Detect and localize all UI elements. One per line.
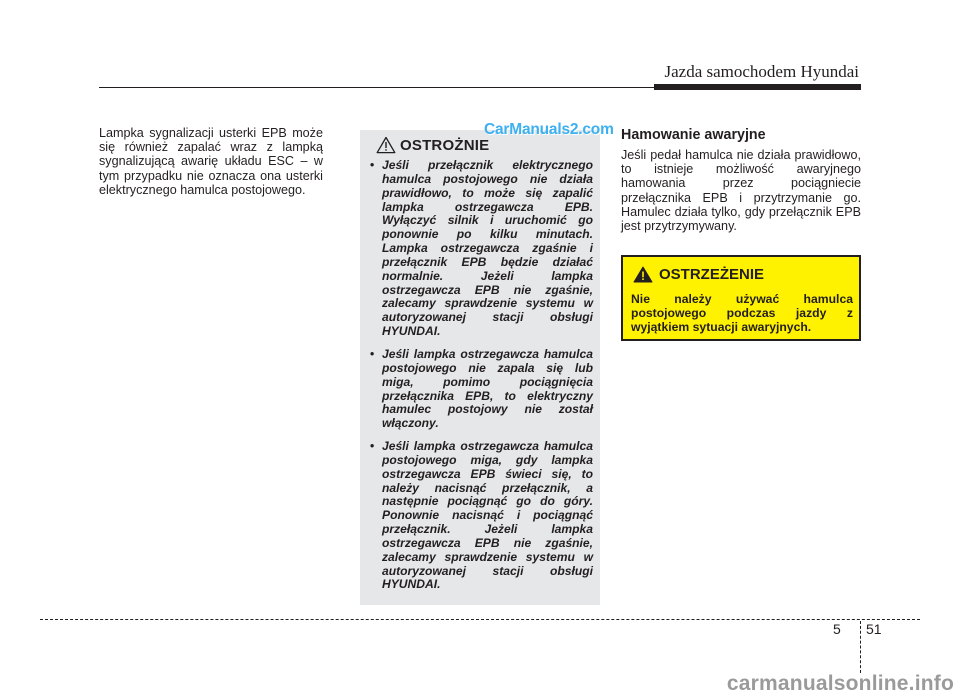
caution-box [360, 130, 600, 605]
chapter-number: 5 [833, 621, 841, 637]
carmanuals-watermark: CarManuals2.com [484, 121, 614, 138]
emergency-braking-section [621, 127, 861, 233]
section-paragraph: Jeśli pedał hamulca nie działa prawidłowo, to istnieje możliwość awaryjnego hamowania przez pociągniecie przełącznika EPB i przytrzymanie go. Hamulec działa tylko, gdy przełącznik EPB jest przytrzymywany. [621, 148, 861, 234]
epb-note-paragraph: Lampka sygnalizacji usterki EPB może się również zapalać wraz z lampką sygnalizującą awarię układu ESC – w tym przypadku nie oznacza ona usterki elektrycznego hamulca postojowego. [99, 126, 323, 197]
page-number: 51 [866, 621, 882, 637]
caution-title: OSTROŻNIE [400, 136, 490, 154]
bullet: • [370, 346, 375, 361]
caution-item-text: Jeśli lampka ostrzegawcza hamulca postojowego nie zapala się lub miga, pomimo pociągnięcia przełącznika EPB, to elektryczny hamulec postojowy nie został włączony. [382, 346, 593, 431]
caution-item [368, 440, 593, 592]
warning-box [621, 255, 861, 341]
caution-item [368, 159, 593, 339]
bullet: • [370, 158, 375, 172]
warning-header [633, 266, 764, 283]
warning-triangle-filled-icon [633, 266, 653, 283]
page-header-title: Jazda samochodem Hyundai [664, 62, 859, 81]
bullet: • [370, 439, 375, 454]
caution-item-text: Jeśli przełącznik elektrycznego hamulca postojowego nie działa prawidłowo, to może się zapalić lampka ostrzegawcza EPB. Wyłączyć silnik i uruchomić go ponownie po kilku minutach. Lampka ostrzegawcza zgaśnie i przełącznik EPB będzie działać normalnie. Jeżeli lampka ostrzegawcza EPB nie zgaśnie, zalecamy sprawdzenie systemu w autoryzowanej stacji obsługi HYUNDAI. [382, 158, 593, 339]
section-heading: Hamowanie awaryjne [621, 127, 766, 143]
caution-header [376, 136, 489, 154]
caution-list [368, 159, 593, 601]
warning-text: Nie należy używać hamulca postojowego podczas jazdy z wyjątkiem sytuacji awaryjnych. [631, 292, 853, 335]
footer-divider [40, 619, 920, 620]
header-rule-accent [654, 84, 861, 90]
warning-triangle-outline-icon [376, 136, 396, 154]
page-number-separator [860, 621, 861, 673]
header-rule [99, 87, 654, 88]
caution-item-text: Jeśli lampka ostrzegawcza hamulca postojowego miga, gdy lampka ostrzegawcza EPB świeci się, to należy nacisnąć przełącznik, a następnie pociągnąć go do góry. Ponownie nacisnąć i pociągnąć przełącznik. Jeżeli lampka ostrzegawcza EPB nie zgaśnie, zalecamy sprawdzenie systemu w autoryzowanej stacji obsługi HYUNDAI. [382, 439, 593, 592]
caution-item [368, 348, 593, 431]
warning-title: OSTRZEŻENIE [659, 266, 765, 283]
site-watermark: carmanualsonline.info [726, 672, 954, 695]
